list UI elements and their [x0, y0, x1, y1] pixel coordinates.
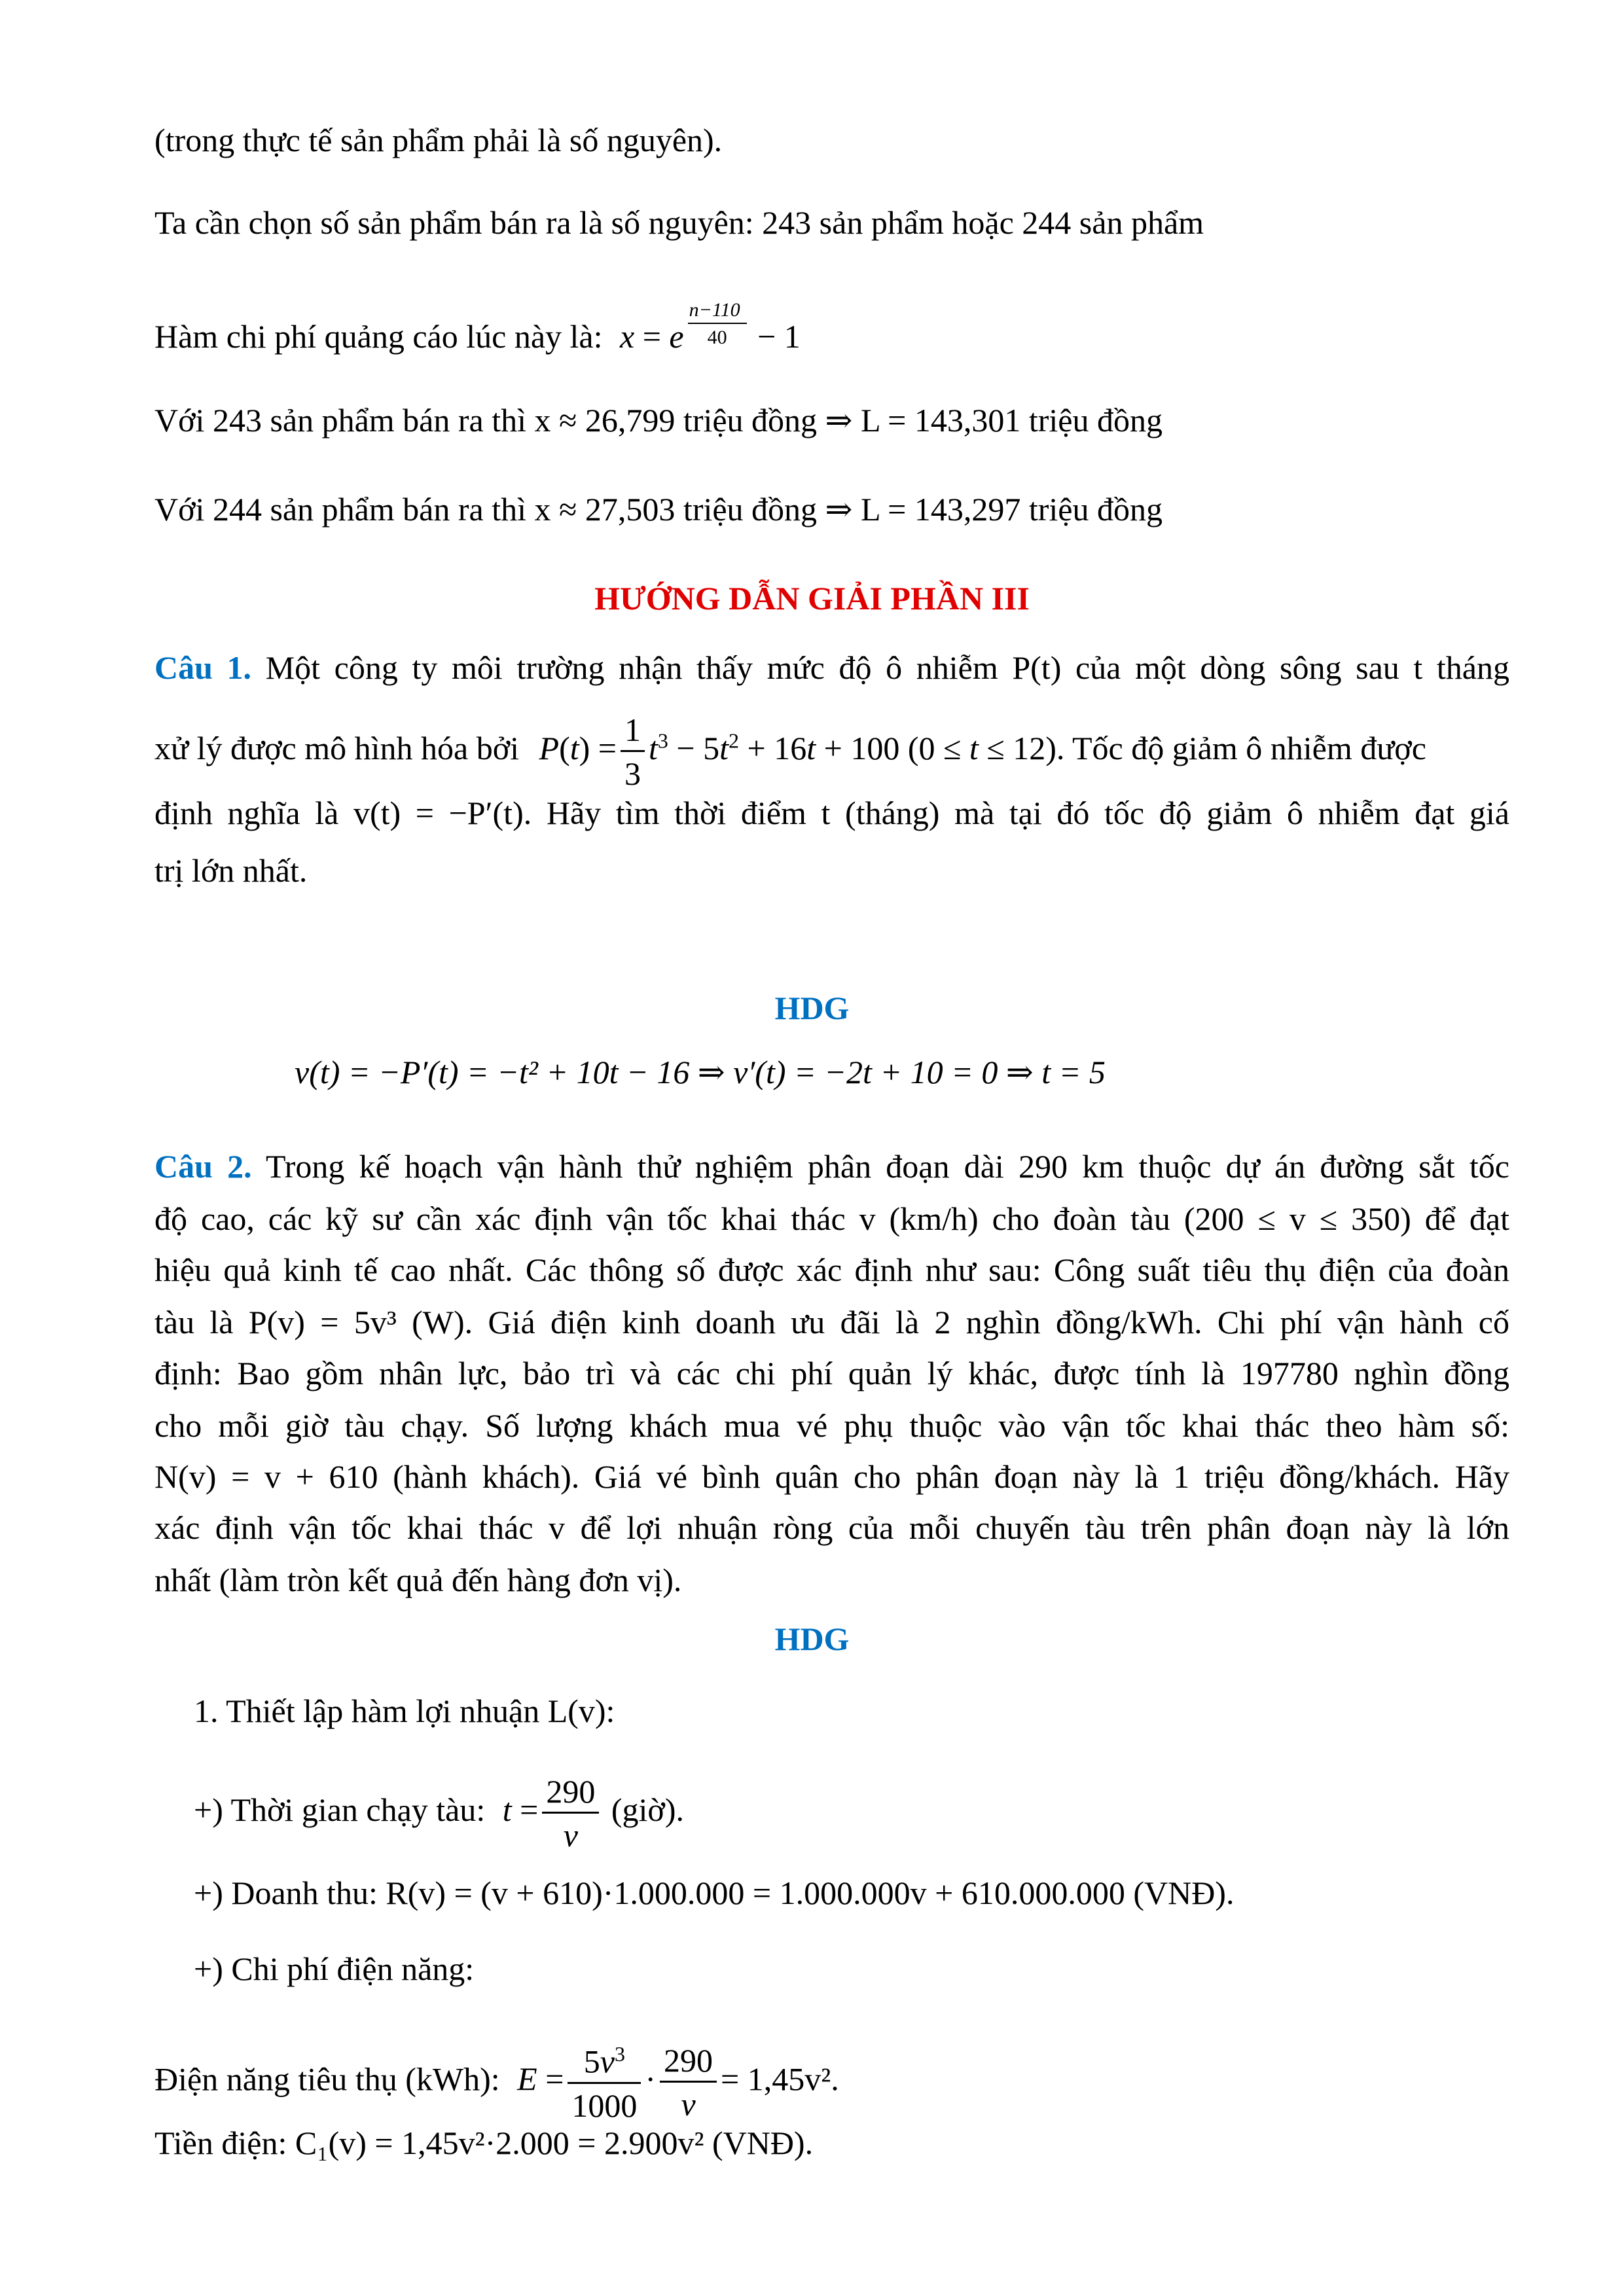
- intro-line-1: (trong thực tế sản phẩm phải là số nguyên).: [154, 122, 723, 158]
- q1-line-4: trị lớn nhất.: [154, 852, 308, 889]
- section-title: HƯỚNG DẪN GIẢI PHẦN III: [594, 580, 1030, 617]
- q2-line-2: độ cao, các kỹ sư cần xác định vận tốc khai thác v (km/h) cho đoàn tàu (200 ≤ v ≤ 350) để đạt: [154, 1200, 1509, 1237]
- case-243: Với 243 sản phẩm bán ra thì x ≈ 26,799 triệu đồng ⇒ L = 143,301 triệu đồng: [154, 402, 1163, 439]
- q1-line-1-text: Một công ty môi trường nhận thấy mức độ ô nhiễm P(t) của một dòng sông sau t tháng: [265, 649, 1509, 686]
- q2-time-line: +) Thời gian chạy tàu: t = $\frac{290}{v}$ (giờ).: [194, 1773, 685, 1854]
- q2-energy-line: Điện năng tiêu thụ (kWh): E = $\frac{5v^3}{1000}$ · $\frac{290}{v}$ = 1,45v².: [154, 2042, 839, 2124]
- q2-label: Câu 2.: [154, 1148, 252, 1185]
- q1-line-2-b: . Tốc độ giảm ô nhiễm được: [1056, 729, 1426, 766]
- q2-hdg: HDG: [774, 1621, 850, 1657]
- q2-line-6: cho mỗi giờ tàu chạy. Số lượng khách mua vé phụ thuộc vào vận tốc khai thác theo hàm số:: [154, 1407, 1509, 1444]
- q1-hdg: HDG: [774, 990, 850, 1026]
- cost-function-line: Hàm chi phí quảng cáo lúc này là: x = e $\frac{n-110}{40}$ − 1: [154, 299, 801, 355]
- q2-revenue: +) Doanh thu: R(v) = (v + 610)·1.000.000 = 1.000.000v + 610.000.000 (VNĐ).: [194, 1874, 1235, 1911]
- q2-line-5: định: Bao gồm nhân lực, bảo trì và các chi phí quản lý khác, được tính là 197780 nghìn đồng: [154, 1355, 1509, 1391]
- time-fraction: $\frac{290}{v}$: [542, 1775, 599, 1852]
- exponent-bar: [688, 323, 747, 324]
- exponent-fraction: [684, 299, 749, 348]
- q1-line-1: [154, 648, 1509, 687]
- q2-line-9: nhất (làm tròn kết quả đến hàng đơn vị).: [154, 1562, 682, 1598]
- q2-time-label: +) Thời gian chạy tàu:: [194, 1791, 486, 1828]
- energy-fraction-1: $\frac{5v^3}{1000}$: [568, 2043, 641, 2122]
- cost-function-label: Hàm chi phí quảng cáo lúc này là:: [154, 318, 603, 355]
- q2-step-1: 1. Thiết lập hàm lợi nhuận L(v):: [194, 1693, 615, 1729]
- q2-line-7: N(v) = v + 610 (hành khách). Giá vé bình quân cho phân đoạn này là 1 triệu đồng/khách. Hãy: [154, 1458, 1509, 1495]
- q2-line-1-text: Trong kế hoạch vận hành thử nghiệm phân đoạn dài 290 km thuộc dự án đường sắt tốc: [265, 1148, 1509, 1185]
- intro-line-2: Ta cần chọn số sản phẩm bán ra là số nguyên: 243 sản phẩm hoặc 244 sản phẩm: [154, 204, 1204, 241]
- q2-line-8: xác định vận tốc khai thác v để lợi nhuận ròng của mỗi chuyến tàu trên phân đoạn này là lớn: [154, 1509, 1509, 1546]
- q1-line-2-a: xử lý được mô hình hóa bởi: [154, 729, 520, 766]
- case-244: Với 244 sản phẩm bán ra thì x ≈ 27,503 triệu đồng ⇒ L = 143,297 triệu đồng: [154, 491, 1163, 528]
- q2-electric-cost: +) Chi phí điện năng:: [194, 1950, 475, 1987]
- exponent-denominator: 40: [707, 327, 727, 348]
- q2-energy-label: Điện năng tiêu thụ (kWh):: [154, 2060, 500, 2098]
- q1-solution: v(t) = −P′(t) = −t² + 10t − 16 ⇒ v′(t) = −2t + 10 = 0 ⇒ t = 5: [295, 1054, 1106, 1090]
- one-third-fraction: $\frac{1}{3}$: [621, 713, 645, 790]
- q1-line-3: định nghĩa là v(t) = −P′(t). Hãy tìm thời điểm t (tháng) mà tại đó tốc độ giảm ô nhiễm đạt giá: [154, 795, 1509, 831]
- q2-line-3: hiệu quả kinh tế cao nhất. Các thông số được xác định như sau: Công suất tiêu thụ điện của đoàn: [154, 1251, 1509, 1288]
- q1-label: Câu 1.: [154, 649, 252, 686]
- energy-fraction-2: $\frac{290}{v}$: [660, 2044, 717, 2121]
- q2-line-4: tàu là P(v) = 5v³ (W). Giá điện kinh doanh ưu đãi là 2 nghìn đồng/kWh. Chi phí vận hành cố: [154, 1304, 1509, 1340]
- exponent-numerator: n−110: [689, 299, 740, 321]
- q2-energy-result: = 1,45v².: [721, 2060, 839, 2098]
- q2-bill: Tiền điện: C₁(v) = 1,45v²·2.000 = 2.900v² (VNĐ).: [154, 2125, 814, 2161]
- q1-line-2: xử lý được mô hình hóa bởi P(t) = $\frac{1}{3}$ $t^3 - 5t^2 + 16t + 100$ (0 ≤ t ≤ 12). Tốc độ giảm ô nhiễm được: [154, 711, 1426, 792]
- q2-time-unit: (giờ).: [611, 1791, 685, 1828]
- q2-line-1: [154, 1147, 1509, 1186]
